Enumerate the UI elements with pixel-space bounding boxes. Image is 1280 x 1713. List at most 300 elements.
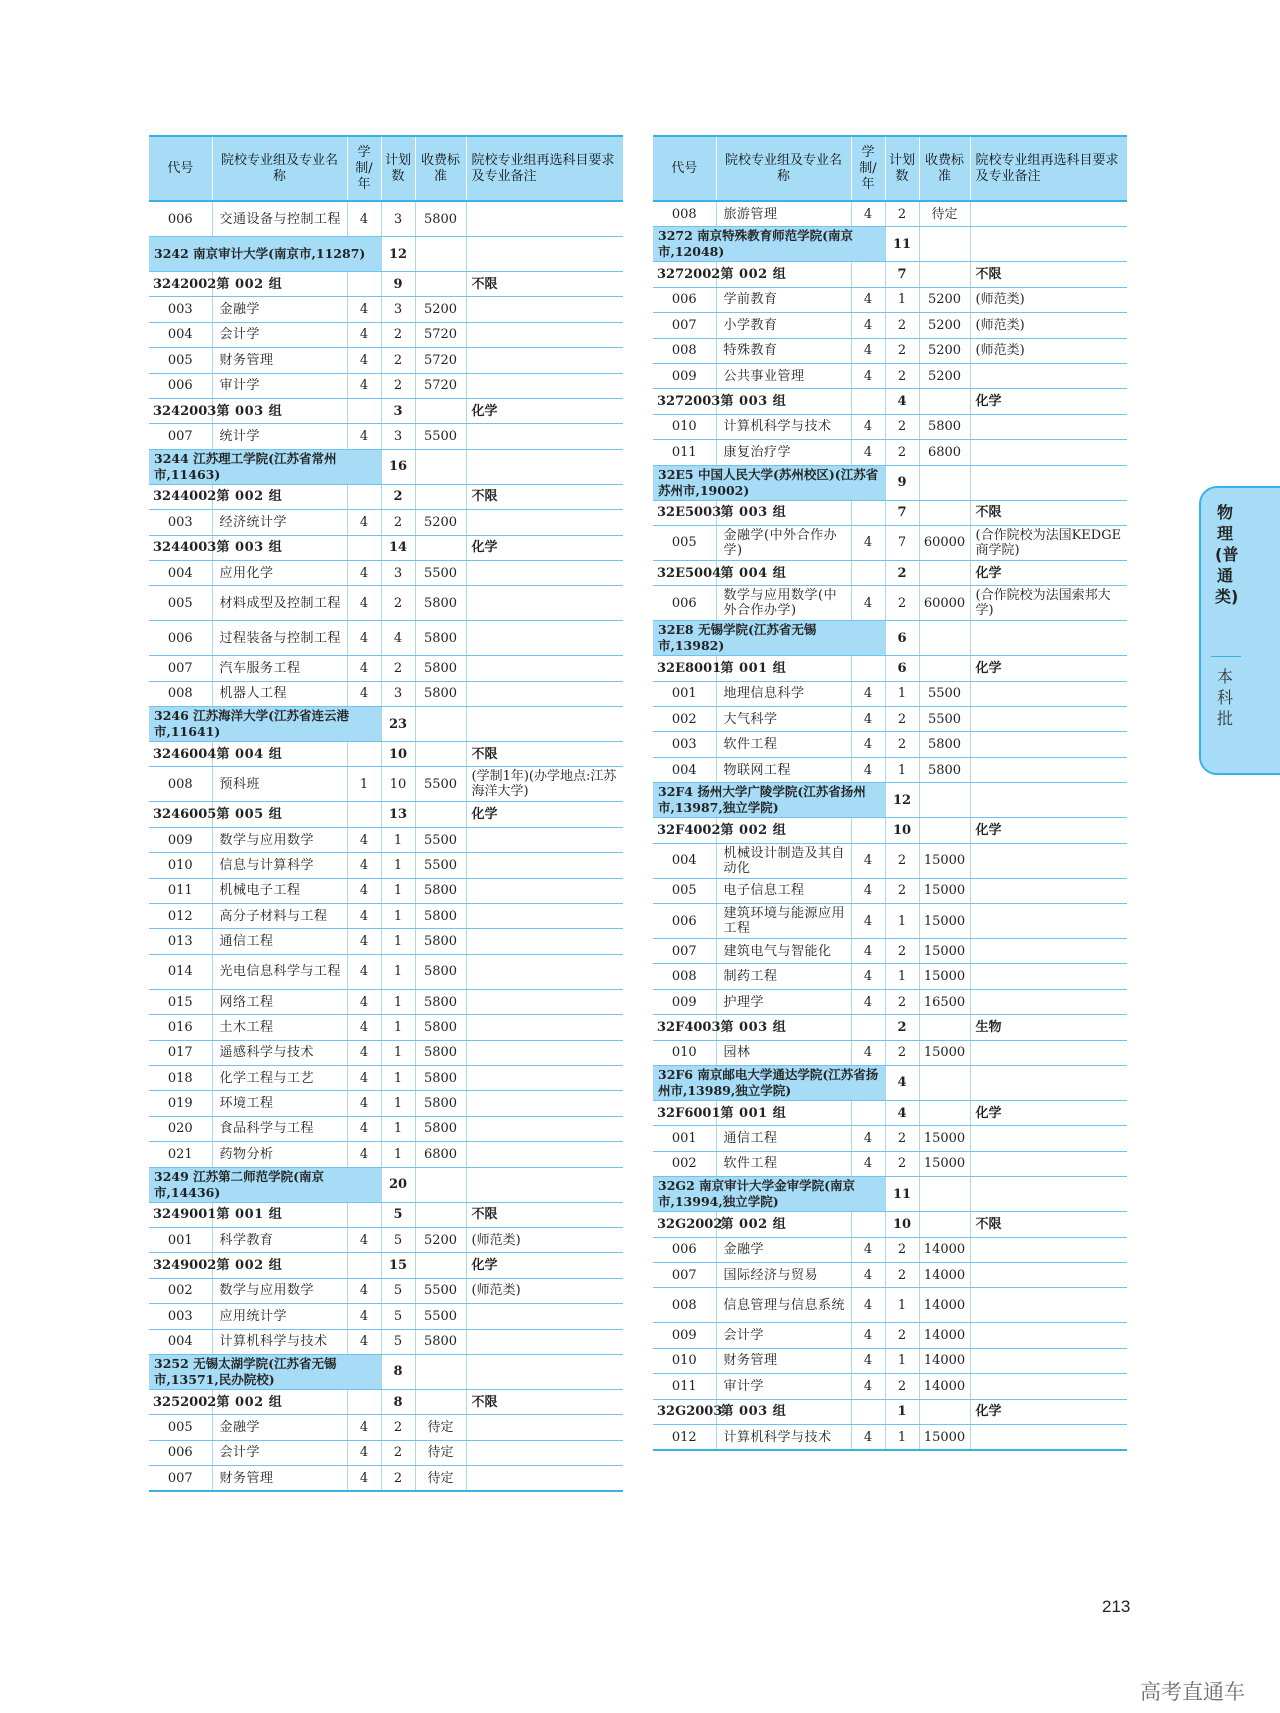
group-name: 第 003 组 bbox=[716, 500, 851, 525]
major-code: 003 bbox=[149, 297, 212, 322]
study-years: 4 bbox=[347, 878, 381, 903]
school-name: 3242 南京审计大学(南京市,11287) bbox=[149, 237, 381, 272]
group-plan-count: 9 bbox=[381, 272, 415, 297]
plan-count: 7 bbox=[885, 525, 919, 560]
group-plan-count: 10 bbox=[885, 818, 919, 843]
major-name: 特殊教育 bbox=[716, 338, 851, 363]
major-code: 009 bbox=[653, 1323, 716, 1348]
major-code: 013 bbox=[149, 929, 212, 954]
tuition-fee: 5800 bbox=[415, 1329, 466, 1354]
tuition-fee: 5500 bbox=[415, 767, 466, 802]
study-years: 4 bbox=[851, 1262, 885, 1287]
tuition-fee: 15000 bbox=[919, 1424, 970, 1450]
empty-cell bbox=[347, 802, 381, 827]
plan-count: 1 bbox=[885, 964, 919, 989]
plan-count: 2 bbox=[885, 843, 919, 878]
school-name: 32G2 南京审计大学金审学院(南京市,13994,独立学院) bbox=[653, 1177, 885, 1212]
major-row bbox=[653, 1126, 1127, 1151]
major-code: 003 bbox=[149, 1304, 212, 1329]
header-fee: 收费标准 bbox=[919, 136, 970, 201]
major-remark bbox=[466, 586, 623, 621]
subject-requirement: 生物 bbox=[970, 1015, 1127, 1040]
major-name: 旅游管理 bbox=[716, 201, 851, 227]
major-code: 006 bbox=[653, 1237, 716, 1262]
tuition-fee: 5800 bbox=[415, 1040, 466, 1065]
major-row bbox=[653, 313, 1127, 338]
tuition-fee: 5200 bbox=[919, 313, 970, 338]
group-name: 第 002 组 bbox=[212, 1389, 347, 1414]
plan-count: 2 bbox=[885, 414, 919, 439]
major-remark bbox=[466, 1142, 623, 1167]
tuition-fee: 14000 bbox=[919, 1237, 970, 1262]
tuition-fee: 5200 bbox=[415, 1227, 466, 1252]
school-row bbox=[653, 783, 1127, 818]
page-number: 213 bbox=[1102, 1597, 1131, 1616]
plan-count: 1 bbox=[381, 827, 415, 852]
empty-cell bbox=[851, 818, 885, 843]
major-code: 011 bbox=[653, 1374, 716, 1399]
major-row bbox=[653, 363, 1127, 388]
school-plan-count: 6 bbox=[885, 621, 919, 656]
major-remark bbox=[466, 1304, 623, 1329]
major-row bbox=[149, 510, 623, 535]
plan-count: 2 bbox=[885, 989, 919, 1014]
table-header-row bbox=[149, 136, 623, 201]
major-name: 土木工程 bbox=[212, 1015, 347, 1040]
group-code: 32F4002 bbox=[653, 818, 716, 843]
major-row bbox=[653, 1424, 1127, 1450]
major-remark bbox=[466, 1329, 623, 1354]
major-name: 食品科学与工程 bbox=[212, 1116, 347, 1141]
group-row bbox=[653, 656, 1127, 681]
group-code: 32E5004 bbox=[653, 560, 716, 585]
group-plan-count: 5 bbox=[381, 1202, 415, 1227]
major-name: 财务管理 bbox=[212, 348, 347, 373]
group-code: 3244002 bbox=[149, 484, 212, 509]
group-plan-count: 14 bbox=[381, 535, 415, 560]
major-remark bbox=[466, 1015, 623, 1040]
major-remark bbox=[466, 348, 623, 373]
major-name: 通信工程 bbox=[212, 929, 347, 954]
plan-count: 2 bbox=[885, 1040, 919, 1065]
study-years: 4 bbox=[347, 322, 381, 347]
major-row bbox=[653, 525, 1127, 560]
major-name: 大气科学 bbox=[716, 707, 851, 732]
school-plan-count: 12 bbox=[885, 783, 919, 818]
major-row bbox=[653, 939, 1127, 964]
study-years: 4 bbox=[851, 1288, 885, 1323]
major-row bbox=[149, 1015, 623, 1040]
group-name: 第 002 组 bbox=[716, 818, 851, 843]
major-code: 003 bbox=[149, 510, 212, 535]
major-row bbox=[149, 1142, 623, 1167]
empty-cell bbox=[415, 802, 466, 827]
side-tab-divider bbox=[1211, 656, 1241, 657]
major-remark bbox=[970, 440, 1127, 465]
empty-cell bbox=[415, 742, 466, 767]
empty-cell bbox=[851, 1015, 885, 1040]
study-years: 4 bbox=[851, 313, 885, 338]
major-row bbox=[149, 348, 623, 373]
group-name: 第 003 组 bbox=[716, 1399, 851, 1424]
group-row bbox=[149, 1253, 623, 1278]
major-remark: (师范类) bbox=[970, 287, 1127, 312]
major-code: 001 bbox=[653, 1126, 716, 1151]
empty-cell bbox=[415, 1167, 466, 1202]
empty-cell bbox=[347, 1202, 381, 1227]
major-row bbox=[653, 1348, 1127, 1373]
major-name: 遥感科学与技术 bbox=[212, 1040, 347, 1065]
plan-count: 1 bbox=[885, 1288, 919, 1323]
major-row bbox=[653, 201, 1127, 227]
study-years: 4 bbox=[347, 827, 381, 852]
study-years: 4 bbox=[347, 510, 381, 535]
major-remark bbox=[970, 904, 1127, 939]
study-years: 4 bbox=[347, 621, 381, 656]
study-years: 4 bbox=[347, 1440, 381, 1465]
major-remark: (合作院校为法国索邦大学) bbox=[970, 586, 1127, 621]
empty-cell bbox=[919, 1177, 970, 1212]
tuition-fee: 5200 bbox=[415, 510, 466, 535]
major-remark bbox=[466, 929, 623, 954]
plan-count: 2 bbox=[381, 322, 415, 347]
group-name: 第 002 组 bbox=[212, 272, 347, 297]
group-code: 3272003 bbox=[653, 389, 716, 414]
major-code: 001 bbox=[149, 1227, 212, 1252]
group-plan-count: 4 bbox=[885, 389, 919, 414]
empty-cell bbox=[851, 656, 885, 681]
tuition-fee: 5800 bbox=[919, 414, 970, 439]
group-plan-count: 13 bbox=[381, 802, 415, 827]
study-years: 4 bbox=[347, 656, 381, 681]
major-row bbox=[149, 853, 623, 878]
major-row bbox=[149, 424, 623, 449]
plan-count: 1 bbox=[885, 681, 919, 706]
empty-cell bbox=[415, 398, 466, 423]
major-code: 016 bbox=[149, 1015, 212, 1040]
major-code: 017 bbox=[149, 1040, 212, 1065]
major-name: 金融学(中外合作办学) bbox=[716, 525, 851, 560]
empty-cell bbox=[415, 237, 466, 272]
header-code: 代号 bbox=[653, 136, 716, 201]
header-years: 学制/年 bbox=[347, 136, 381, 201]
major-code: 005 bbox=[653, 878, 716, 903]
tuition-fee: 5800 bbox=[415, 201, 466, 237]
study-years: 4 bbox=[851, 681, 885, 706]
major-row bbox=[149, 1065, 623, 1090]
plan-count: 3 bbox=[381, 560, 415, 585]
plan-count: 1 bbox=[885, 287, 919, 312]
subject-requirement: 化学 bbox=[970, 818, 1127, 843]
major-name: 地理信息科学 bbox=[716, 681, 851, 706]
major-code: 005 bbox=[149, 586, 212, 621]
group-row bbox=[149, 802, 623, 827]
major-name: 计算机科学与技术 bbox=[716, 1424, 851, 1450]
empty-cell bbox=[919, 1015, 970, 1040]
plan-count: 2 bbox=[381, 1415, 415, 1440]
plan-count: 3 bbox=[381, 424, 415, 449]
major-remark bbox=[970, 1237, 1127, 1262]
group-row bbox=[653, 1100, 1127, 1125]
major-code: 019 bbox=[149, 1091, 212, 1116]
major-remark bbox=[970, 1374, 1127, 1399]
major-name: 应用统计学 bbox=[212, 1304, 347, 1329]
study-years: 4 bbox=[347, 201, 381, 237]
major-row bbox=[149, 1227, 623, 1252]
plan-count: 2 bbox=[885, 1151, 919, 1176]
group-name: 第 002 组 bbox=[716, 262, 851, 287]
study-years: 4 bbox=[347, 1304, 381, 1329]
major-remark bbox=[466, 1091, 623, 1116]
tuition-fee: 待定 bbox=[415, 1466, 466, 1492]
major-remark bbox=[970, 681, 1127, 706]
plan-count: 2 bbox=[381, 586, 415, 621]
major-row bbox=[149, 373, 623, 398]
tuition-fee: 15000 bbox=[919, 1040, 970, 1065]
study-years: 4 bbox=[347, 1040, 381, 1065]
header-fee: 收费标准 bbox=[415, 136, 466, 201]
major-name: 交通设备与控制工程 bbox=[212, 201, 347, 237]
major-name: 计算机科学与技术 bbox=[716, 414, 851, 439]
major-name: 科学教育 bbox=[212, 1227, 347, 1252]
major-code: 008 bbox=[653, 964, 716, 989]
major-remark bbox=[466, 297, 623, 322]
major-name: 金融学 bbox=[716, 1237, 851, 1262]
study-years: 4 bbox=[347, 1278, 381, 1303]
major-row bbox=[653, 732, 1127, 757]
group-plan-count: 3 bbox=[381, 398, 415, 423]
header-remark: 院校专业组再选科目要求及专业备注 bbox=[466, 136, 623, 201]
plan-count: 1 bbox=[381, 929, 415, 954]
school-row bbox=[653, 1065, 1127, 1100]
major-remark bbox=[466, 1466, 623, 1492]
major-remark bbox=[466, 1065, 623, 1090]
study-years: 4 bbox=[851, 1040, 885, 1065]
school-name: 3249 江苏第二师范学院(南京市,14436) bbox=[149, 1167, 381, 1202]
major-name: 小学教育 bbox=[716, 313, 851, 338]
tuition-fee: 待定 bbox=[415, 1415, 466, 1440]
group-code: 32G2002 bbox=[653, 1212, 716, 1237]
major-remark bbox=[466, 373, 623, 398]
empty-cell bbox=[347, 272, 381, 297]
major-row bbox=[149, 322, 623, 347]
major-code: 005 bbox=[149, 348, 212, 373]
tuition-fee: 14000 bbox=[919, 1348, 970, 1373]
plan-count: 2 bbox=[381, 1440, 415, 1465]
empty-cell bbox=[347, 1253, 381, 1278]
plan-count: 5 bbox=[381, 1227, 415, 1252]
major-code: 008 bbox=[149, 767, 212, 802]
major-name: 数学与应用数学 bbox=[212, 1278, 347, 1303]
school-row bbox=[653, 227, 1127, 262]
header-plan: 计划数 bbox=[381, 136, 415, 201]
tuition-fee: 5800 bbox=[415, 878, 466, 903]
major-code: 010 bbox=[653, 1040, 716, 1065]
tuition-fee: 5800 bbox=[415, 1091, 466, 1116]
study-years: 4 bbox=[851, 525, 885, 560]
major-code: 021 bbox=[149, 1142, 212, 1167]
plan-count: 1 bbox=[381, 989, 415, 1014]
study-years: 4 bbox=[347, 297, 381, 322]
subject-requirement: 化学 bbox=[466, 535, 623, 560]
empty-cell bbox=[466, 237, 623, 272]
plan-count: 2 bbox=[381, 1466, 415, 1492]
subject-requirement: 不限 bbox=[970, 500, 1127, 525]
school-row bbox=[149, 707, 623, 742]
major-remark: (学制1年)(办学地点:江苏海洋大学) bbox=[466, 767, 623, 802]
school-name: 3252 无锡太湖学院(江苏省无锡市,13571,民办院校) bbox=[149, 1354, 381, 1389]
tuition-fee: 5720 bbox=[415, 322, 466, 347]
major-remark bbox=[970, 939, 1127, 964]
plan-count: 1 bbox=[381, 1116, 415, 1141]
major-remark: (师范类) bbox=[970, 338, 1127, 363]
major-remark bbox=[466, 560, 623, 585]
major-row bbox=[149, 1440, 623, 1465]
major-code: 018 bbox=[149, 1065, 212, 1090]
major-name: 国际经济与贸易 bbox=[716, 1262, 851, 1287]
major-remark: (师范类) bbox=[466, 1227, 623, 1252]
empty-cell bbox=[851, 560, 885, 585]
header-years: 学制/年 bbox=[851, 136, 885, 201]
study-years: 4 bbox=[851, 939, 885, 964]
group-code: 32E8001 bbox=[653, 656, 716, 681]
study-years: 4 bbox=[851, 338, 885, 363]
empty-cell bbox=[919, 1100, 970, 1125]
plan-count: 1 bbox=[381, 853, 415, 878]
major-name: 建筑电气与智能化 bbox=[716, 939, 851, 964]
group-row bbox=[149, 484, 623, 509]
major-row bbox=[653, 338, 1127, 363]
major-remark bbox=[466, 989, 623, 1014]
major-name: 会计学 bbox=[716, 1323, 851, 1348]
major-code: 006 bbox=[149, 201, 212, 237]
plan-count: 2 bbox=[885, 201, 919, 227]
group-code: 3244003 bbox=[149, 535, 212, 560]
major-row bbox=[653, 1262, 1127, 1287]
tuition-fee: 6800 bbox=[919, 440, 970, 465]
major-row bbox=[149, 1415, 623, 1440]
major-remark: (合作院校为法国KEDGE商学院) bbox=[970, 525, 1127, 560]
study-years: 4 bbox=[851, 1348, 885, 1373]
study-years: 4 bbox=[851, 440, 885, 465]
tuition-fee: 5800 bbox=[919, 732, 970, 757]
group-name: 第 003 组 bbox=[716, 389, 851, 414]
major-code: 012 bbox=[149, 904, 212, 929]
plan-count: 1 bbox=[885, 757, 919, 782]
major-code: 004 bbox=[149, 322, 212, 347]
study-years: 4 bbox=[347, 1466, 381, 1492]
major-remark bbox=[970, 1348, 1127, 1373]
study-years: 4 bbox=[851, 201, 885, 227]
school-plan-count: 8 bbox=[381, 1354, 415, 1389]
subject-requirement: 不限 bbox=[466, 1202, 623, 1227]
tuition-fee: 5800 bbox=[415, 1015, 466, 1040]
group-code: 32E5003 bbox=[653, 500, 716, 525]
major-name: 信息与计算科学 bbox=[212, 853, 347, 878]
major-remark bbox=[466, 681, 623, 706]
tuition-fee: 60000 bbox=[919, 586, 970, 621]
school-row bbox=[149, 1167, 623, 1202]
study-years: 4 bbox=[851, 989, 885, 1014]
major-row bbox=[149, 1329, 623, 1354]
major-code: 010 bbox=[149, 853, 212, 878]
major-name: 应用化学 bbox=[212, 560, 347, 585]
tuition-fee: 5200 bbox=[415, 297, 466, 322]
major-remark bbox=[970, 1424, 1127, 1450]
major-remark bbox=[970, 414, 1127, 439]
study-years: 4 bbox=[851, 414, 885, 439]
plan-count: 2 bbox=[885, 338, 919, 363]
plan-count: 2 bbox=[885, 1237, 919, 1262]
study-years: 4 bbox=[851, 363, 885, 388]
major-row bbox=[653, 843, 1127, 878]
major-remark bbox=[466, 424, 623, 449]
header-plan: 计划数 bbox=[885, 136, 919, 201]
major-row bbox=[149, 904, 623, 929]
major-remark bbox=[970, 989, 1127, 1014]
empty-cell bbox=[415, 1354, 466, 1389]
tuition-fee: 5500 bbox=[415, 853, 466, 878]
study-years: 4 bbox=[347, 1091, 381, 1116]
empty-cell bbox=[970, 1177, 1127, 1212]
plan-count: 10 bbox=[381, 767, 415, 802]
major-remark bbox=[466, 853, 623, 878]
major-remark bbox=[970, 964, 1127, 989]
school-row bbox=[149, 449, 623, 484]
tuition-fee: 15000 bbox=[919, 1151, 970, 1176]
major-code: 006 bbox=[149, 621, 212, 656]
major-row bbox=[653, 1237, 1127, 1262]
tuition-fee: 5800 bbox=[415, 656, 466, 681]
header-major: 院校专业组及专业名称 bbox=[716, 136, 851, 201]
school-plan-count: 9 bbox=[885, 465, 919, 500]
empty-cell bbox=[466, 707, 623, 742]
group-code: 3242002 bbox=[149, 272, 212, 297]
tuition-fee: 6800 bbox=[415, 1142, 466, 1167]
empty-cell bbox=[919, 656, 970, 681]
study-years: 4 bbox=[851, 1323, 885, 1348]
major-name: 经济统计学 bbox=[212, 510, 347, 535]
major-name: 制药工程 bbox=[716, 964, 851, 989]
table-header-row bbox=[653, 136, 1127, 201]
major-remark bbox=[970, 1288, 1127, 1323]
study-years: 4 bbox=[347, 348, 381, 373]
major-code: 004 bbox=[149, 560, 212, 585]
major-remark bbox=[970, 363, 1127, 388]
category-label: 物理(普通类) bbox=[1215, 503, 1239, 606]
major-remark bbox=[466, 656, 623, 681]
group-name: 第 002 组 bbox=[212, 484, 347, 509]
major-row bbox=[149, 878, 623, 903]
plan-count: 2 bbox=[885, 707, 919, 732]
subject-requirement: 化学 bbox=[466, 802, 623, 827]
group-code: 3246004 bbox=[149, 742, 212, 767]
group-name: 第 001 组 bbox=[212, 1202, 347, 1227]
major-name: 统计学 bbox=[212, 424, 347, 449]
study-years: 4 bbox=[851, 1126, 885, 1151]
subject-requirement: 化学 bbox=[466, 1253, 623, 1278]
major-row bbox=[653, 586, 1127, 621]
study-years: 4 bbox=[347, 1142, 381, 1167]
major-name: 财务管理 bbox=[212, 1466, 347, 1492]
major-row bbox=[653, 414, 1127, 439]
group-plan-count: 2 bbox=[885, 560, 919, 585]
major-code: 002 bbox=[653, 1151, 716, 1176]
group-row bbox=[149, 1389, 623, 1414]
group-code: 3242003 bbox=[149, 398, 212, 423]
empty-cell bbox=[919, 227, 970, 262]
tuition-fee: 5720 bbox=[415, 348, 466, 373]
